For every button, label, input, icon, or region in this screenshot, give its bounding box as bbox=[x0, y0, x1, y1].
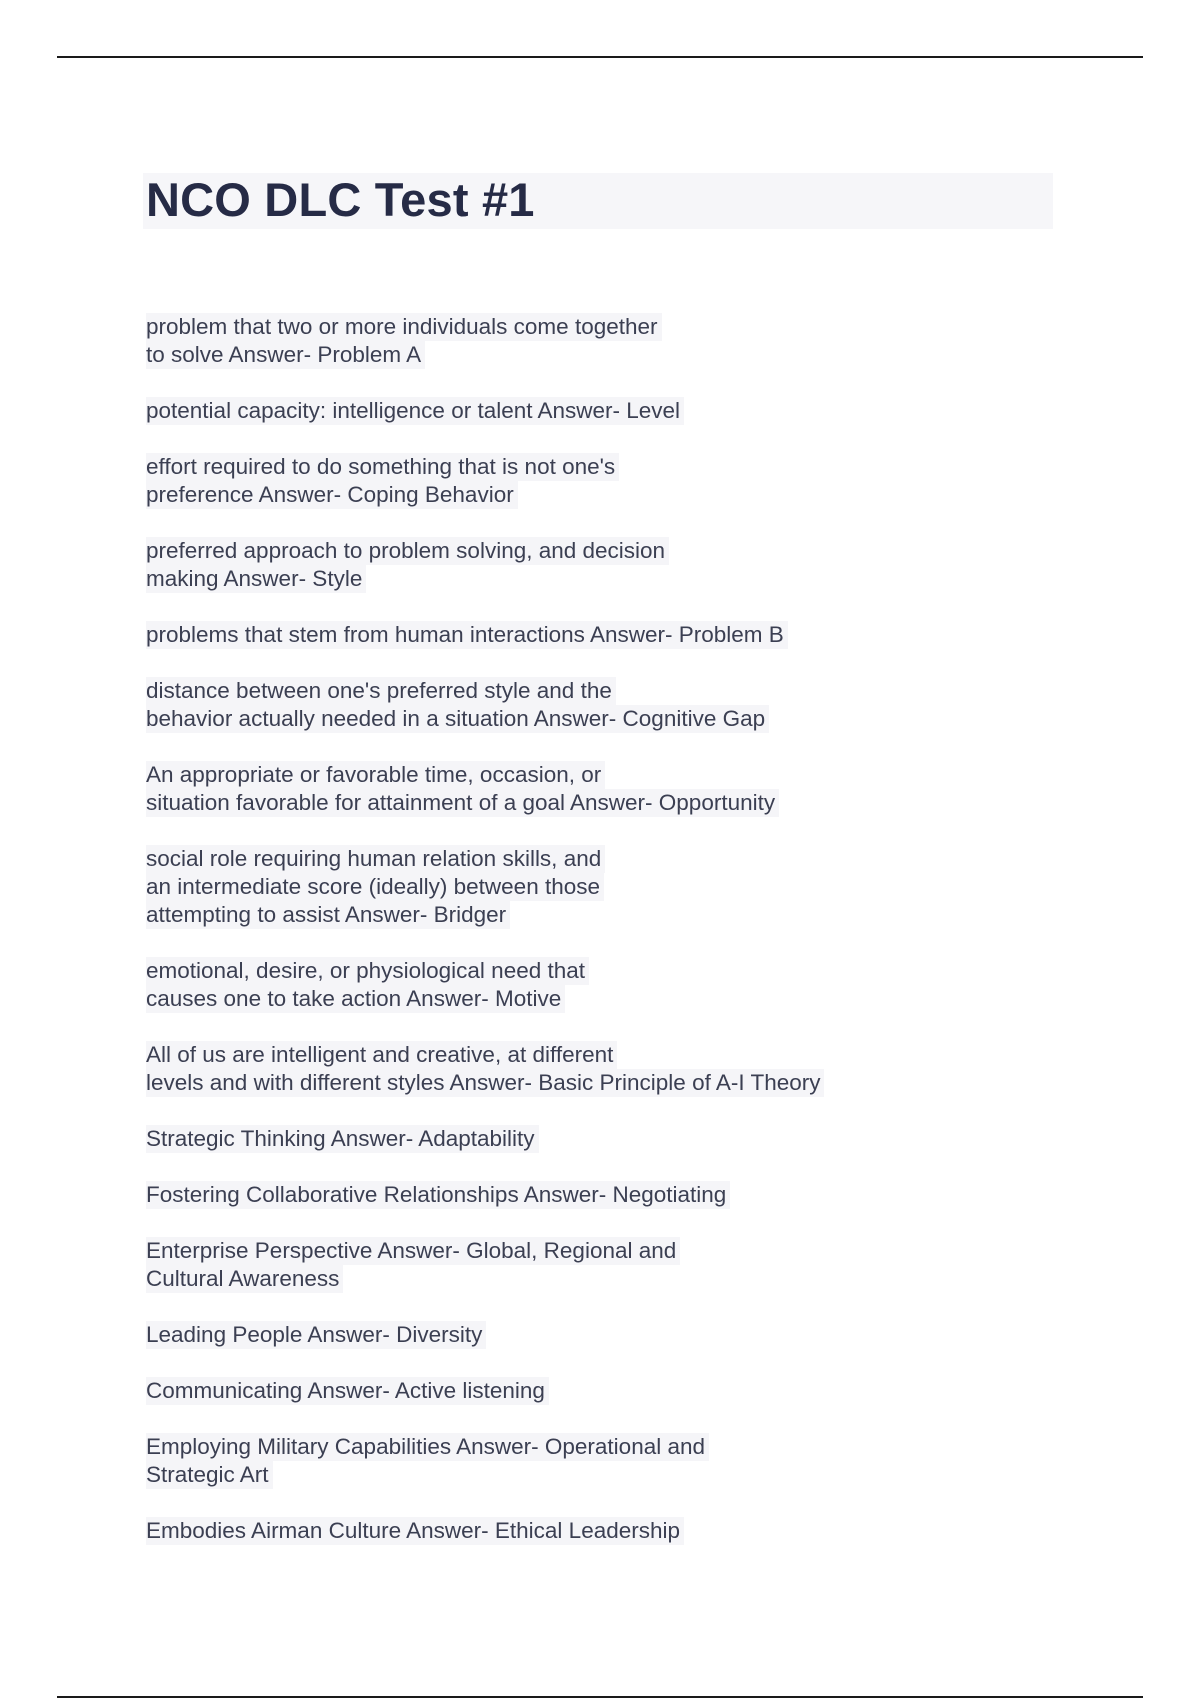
qa-list bbox=[146, 313, 1046, 1573]
qa-item bbox=[146, 845, 1046, 929]
page-title: NCO DLC Test #1 bbox=[146, 173, 535, 226]
qa-item bbox=[146, 397, 1046, 425]
qa-item bbox=[146, 677, 1046, 733]
qa-item bbox=[146, 621, 1046, 649]
qa-line: preference Answer- Coping Behavior bbox=[146, 481, 518, 509]
qa-item bbox=[146, 1321, 1046, 1349]
qa-line: problem that two or more individuals come together bbox=[146, 313, 662, 341]
qa-line: to solve Answer- Problem A bbox=[146, 341, 425, 369]
qa-line: Embodies Airman Culture Answer- Ethical Leadership bbox=[146, 1517, 684, 1545]
qa-line: Cultural Awareness bbox=[146, 1265, 343, 1293]
qa-line: social role requiring human relation skills, and bbox=[146, 845, 605, 873]
bottom-rule bbox=[57, 1696, 1143, 1698]
qa-item bbox=[146, 1433, 1046, 1489]
qa-line: Enterprise Perspective Answer- Global, Regional and bbox=[146, 1237, 680, 1265]
qa-line: emotional, desire, or physiological need that bbox=[146, 957, 589, 985]
qa-item bbox=[146, 1377, 1046, 1405]
top-rule bbox=[57, 56, 1143, 58]
qa-item bbox=[146, 957, 1046, 1013]
qa-line: Strategic Thinking Answer- Adaptability bbox=[146, 1125, 539, 1153]
qa-line: behavior actually needed in a situation Answer- Cognitive Gap bbox=[146, 705, 769, 733]
qa-line: Fostering Collaborative Relationships Answer- Negotiating bbox=[146, 1181, 730, 1209]
qa-line: effort required to do something that is not one's bbox=[146, 453, 619, 481]
qa-line: All of us are intelligent and creative, at different bbox=[146, 1041, 617, 1069]
qa-line: an intermediate score (ideally) between those bbox=[146, 873, 604, 901]
qa-item bbox=[146, 1125, 1046, 1153]
qa-line: causes one to take action Answer- Motive bbox=[146, 985, 565, 1013]
qa-line: preferred approach to problem solving, and decision bbox=[146, 537, 669, 565]
qa-line: Strategic Art bbox=[146, 1461, 273, 1489]
qa-line: Communicating Answer- Active listening bbox=[146, 1377, 549, 1405]
qa-line: Employing Military Capabilities Answer- Operational and bbox=[146, 1433, 709, 1461]
qa-item bbox=[146, 1517, 1046, 1545]
qa-item bbox=[146, 537, 1046, 593]
qa-line: problems that stem from human interactions Answer- Problem B bbox=[146, 621, 788, 649]
qa-item bbox=[146, 1181, 1046, 1209]
qa-line: making Answer- Style bbox=[146, 565, 366, 593]
qa-item bbox=[146, 1237, 1046, 1293]
qa-line: levels and with different styles Answer- Basic Principle of A-I Theory bbox=[146, 1069, 824, 1097]
qa-item bbox=[146, 1041, 1046, 1097]
qa-line: Leading People Answer- Diversity bbox=[146, 1321, 486, 1349]
qa-line: potential capacity: intelligence or talent Answer- Level bbox=[146, 397, 684, 425]
qa-item bbox=[146, 761, 1046, 817]
qa-line: situation favorable for attainment of a goal Answer- Opportunity bbox=[146, 789, 779, 817]
qa-line: An appropriate or favorable time, occasion, or bbox=[146, 761, 605, 789]
qa-item bbox=[146, 453, 1046, 509]
qa-item bbox=[146, 313, 1046, 369]
qa-line: attempting to assist Answer- Bridger bbox=[146, 901, 510, 929]
qa-line: distance between one's preferred style and the bbox=[146, 677, 616, 705]
